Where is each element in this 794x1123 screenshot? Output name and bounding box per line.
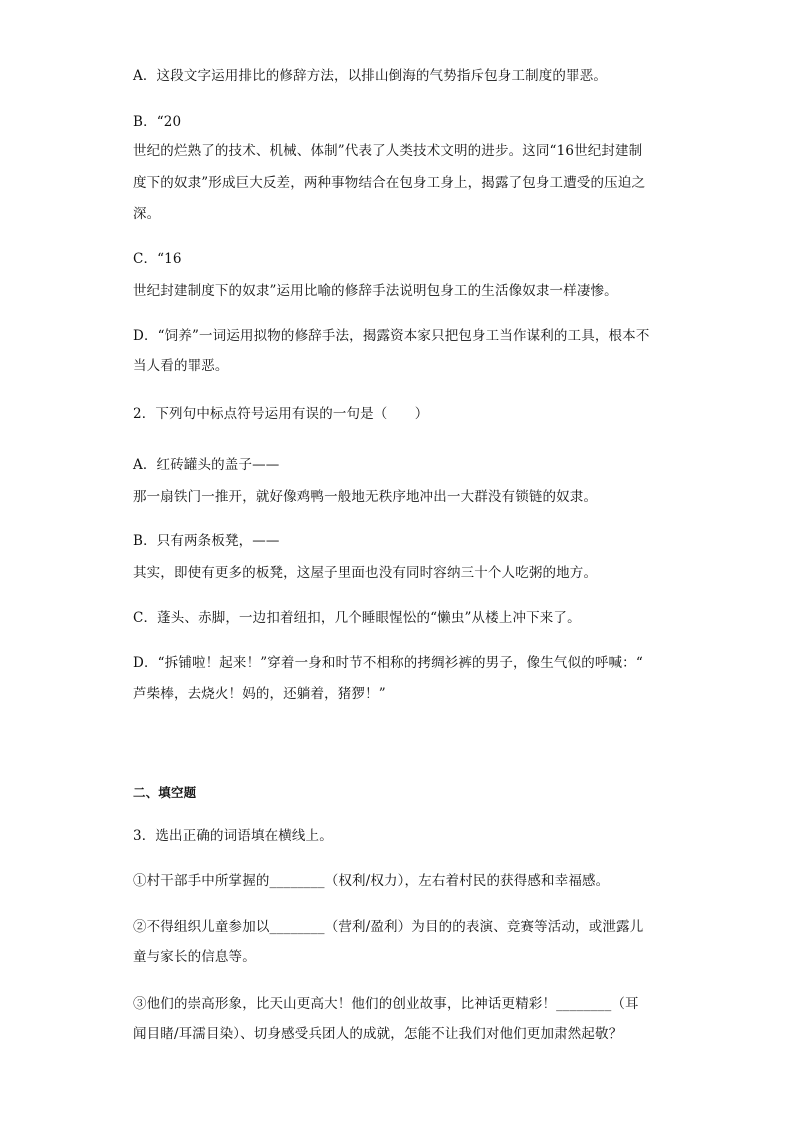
q3-item-2-line-1: ②不得组织儿童参加以________（营利/盈利）为目的的表演、竞赛等活动，或泄露儿 [133, 919, 644, 935]
q3-item-2-line-2: 童与家长的信息等。 [133, 949, 256, 965]
q2-option-b-line-2: 其实，即使有更多的板凳，这屋子里面也没有同时容纳三十个人吃粥的地方。 [133, 565, 598, 581]
section-heading-fill-in: 二、填空题 [133, 785, 197, 800]
q1-option-d-line-2: 当人看的罪恶。 [133, 358, 229, 374]
q2-option-d-line-1: D．“拆铺啦！起来！”穿着一身和时节不相称的拷绸衫裤的男子，像生气似的呼喊：“ [133, 655, 643, 671]
q2-option-b-line-1: B．只有两条板凳，—— [133, 533, 280, 549]
q1-option-c-line-1: C．“16 [133, 251, 182, 267]
q1-option-d-line-1: D．“饲养”一词运用拟物的修辞手法，揭露资本家只把包身工当作谋利的工具，根本不 [133, 328, 650, 344]
q2-option-d-line-2: 芦柴棒，去烧火！妈的，还躺着，猪猡！” [133, 686, 386, 702]
q1-option-b-line-2: 世纪的烂熟了的技术、机械、体制”代表了人类技术文明的进步。这同“16世纪封建制 [133, 143, 643, 159]
q2-option-a-line-1: A．红砖罐头的盖子—— [133, 457, 280, 473]
q3-item-3-line-2: 闻目睹/耳濡目染）、切身感受兵团人的成就，怎能不让我们对他们更加肃然起敬？ [133, 1026, 623, 1042]
q3-item-3-line-1: ③他们的崇高形象，比天山更高大！他们的创业故事，比神话更精彩！________（耳 [133, 996, 639, 1012]
q2-option-c: C．蓬头、赤脚，一边扣着纽扣，几个睡眼惺忪的“懒虫”从楼上冲下来了。 [133, 610, 581, 626]
q1-option-b-line-1: B．“20 [133, 114, 182, 130]
q2-stem: 2．下列句中标点符号运用有误的一句是（ ） [133, 406, 429, 422]
q2-option-a-line-2: 那一扇铁门一推开，就好像鸡鸭一般地无秩序地冲出一大群没有锁链的奴隶。 [133, 489, 598, 505]
q1-option-b-line-3: 度下的奴隶”形成巨大反差，两种事物结合在包身工身上，揭露了包身工遭受的压迫之 [133, 175, 646, 191]
q3-stem: 3．选出正确的词语填在横线上。 [133, 828, 333, 844]
q1-option-c-line-2: 世纪封建制度下的奴隶”运用比喻的修辞手法说明包身工的生活像奴隶一样凄惨。 [133, 283, 618, 299]
q1-option-b-line-4: 深。 [133, 206, 161, 222]
q3-item-1: ①村干部手中所掌握的________（权利/权力），左右着村民的获得感和幸福感。 [133, 873, 610, 889]
q1-option-a: A．这段文字运用排比的修辞方法，以排山倒海的气势指斥包身工制度的罪恶。 [133, 68, 607, 84]
